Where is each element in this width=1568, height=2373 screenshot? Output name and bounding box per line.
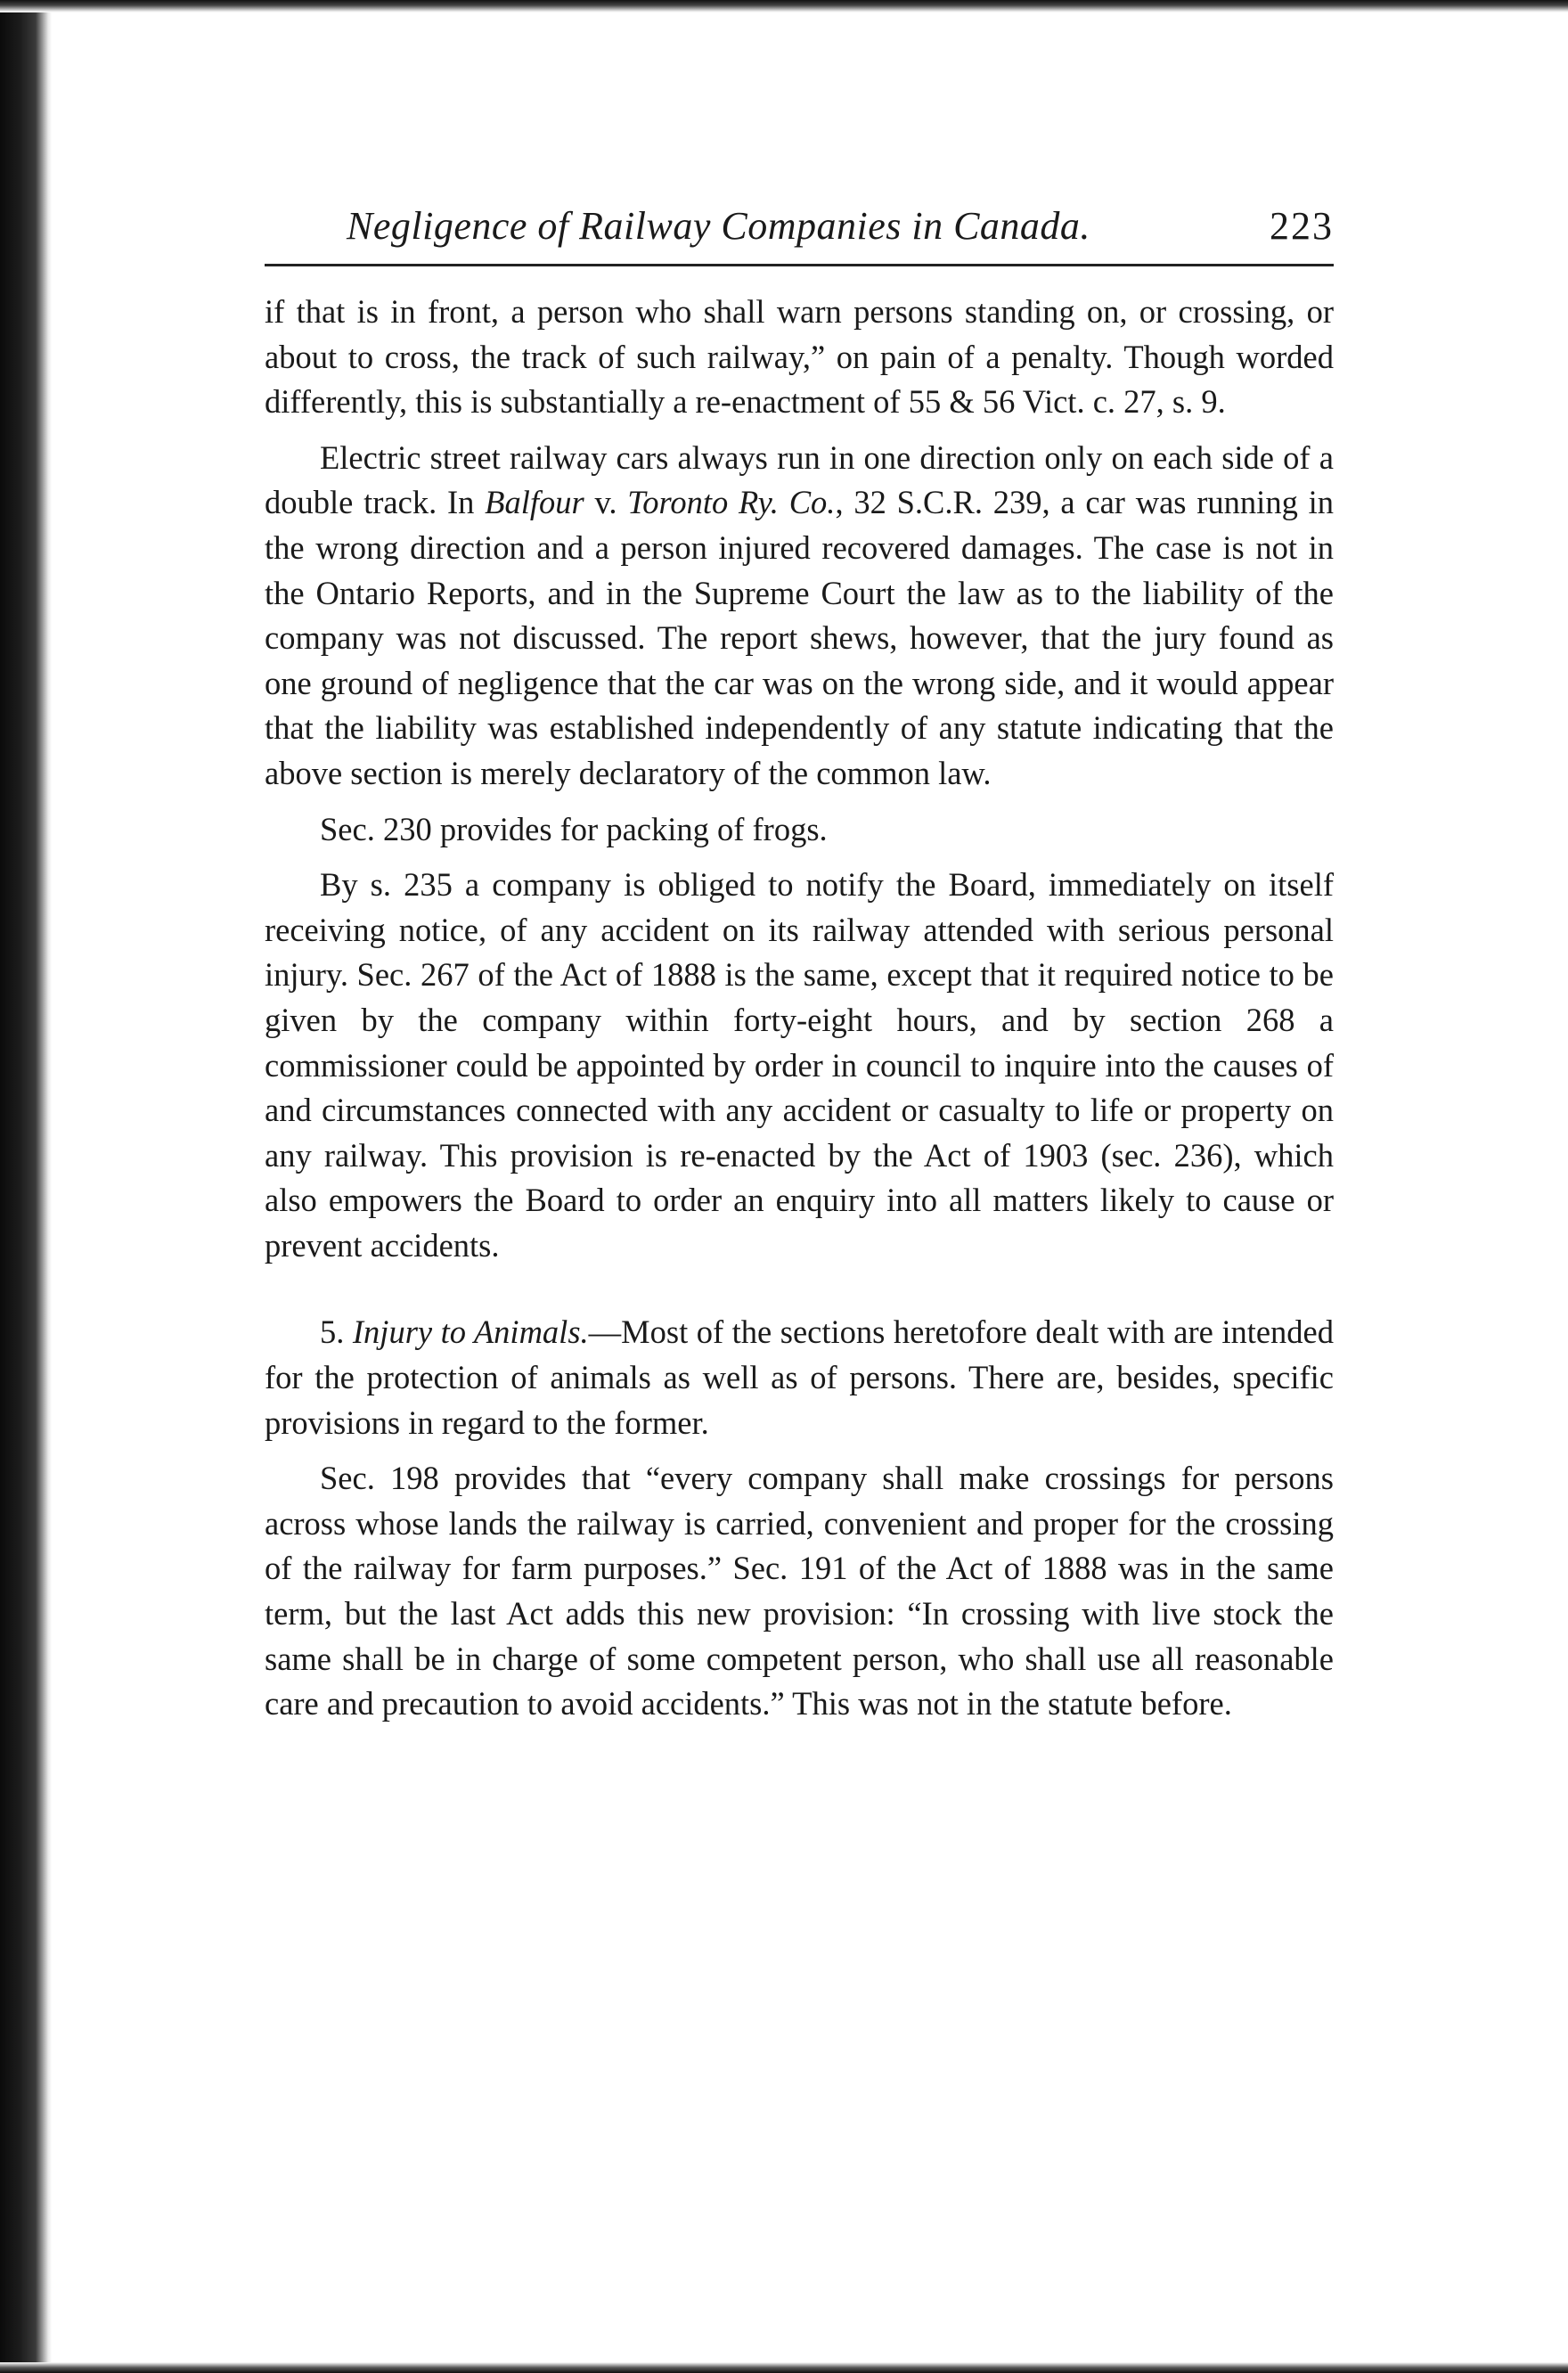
page-number: 223 xyxy=(1270,204,1334,248)
running-title: Negligence of Railway Companies in Canada. xyxy=(347,204,1090,248)
scan-edge-bottom xyxy=(0,2362,1568,2373)
section-heading: Injury to Animals. xyxy=(352,1313,589,1351)
running-head xyxy=(265,201,1334,266)
book-page xyxy=(265,201,1334,1727)
paragraph-text: Electric street railway cars always run in one direction only on each side of a double track. In xyxy=(265,438,1334,521)
paragraph-electric-railway xyxy=(265,436,1334,797)
case-party-1: Balfour xyxy=(485,484,584,521)
scan-edge-top xyxy=(0,0,1568,12)
case-versus: v. xyxy=(584,484,628,521)
body-text xyxy=(265,290,1334,1727)
scan-edge-left xyxy=(0,0,52,2373)
paragraph-notify-board: By s. 235 a company is obliged to notify the Board, immediately on itself receiving notice, of any accident on its railway attended with serious personal injury. Sec. 267 of the Act of 1888 is the same, except that it required notice to be given by the company within forty-eight hours, and by section 268 a commissioner could be appointed by order in council to inquire into the causes of and circumstances connected with any accident or casualty to life or property on any railway. This provision is re-enacted by the Act of 1903 (sec. 236), which also empowers the Board to order an enquiry into all matters likely to cause or prevent accidents. xyxy=(265,866,1334,1264)
section-text: —Most of the sections heretofore dealt with are intended for the protection of animals as well as of persons. There are, besides, specific provisions in regard to the former. xyxy=(265,1313,1335,1441)
paragraph-frogs: Sec. 230 provides for packing of frogs. xyxy=(320,810,828,847)
section-injury-to-animals xyxy=(265,1310,1334,1445)
case-party-2: Toronto Ry. Co. xyxy=(627,484,836,521)
paragraph-continuation: if that is in front, a person who shall warn persons standing on, or crossing, or about to cross, the track of such railway,” on pain of a penalty. Though worded differently, this is substantially a re-enactment of 55 & 56 Vict. c. 27, s. 9. xyxy=(265,293,1334,421)
paragraph-text: , 32 S.C.R. 239, a car was running in the wrong direction and a person injured recovered damages. The case is not in the Ontario Reports, and in the Supreme Court the law as to the liability of the company was not discussed. The report shews, however, that the jury found as one ground of negligence that the car was on the wrong side, and it would appear that the liability was established independently of any statute indicating that the above section is merely declaratory of the common law. xyxy=(265,484,1334,791)
paragraph-crossings: Sec. 198 provides that “every company shall make crossings for persons across whose lands the railway is carried, convenient and proper for the crossing of the railway for farm purposes.” Sec. 191 of the Act of 1888 was in the same term, but the last Act adds this new provision: “In crossing with live stock the same shall be in charge of some competent person, who shall use all reasonable care and precaution to avoid accidents.” This was not in the statute before. xyxy=(265,1460,1334,1722)
section-number: 5. xyxy=(320,1313,345,1351)
